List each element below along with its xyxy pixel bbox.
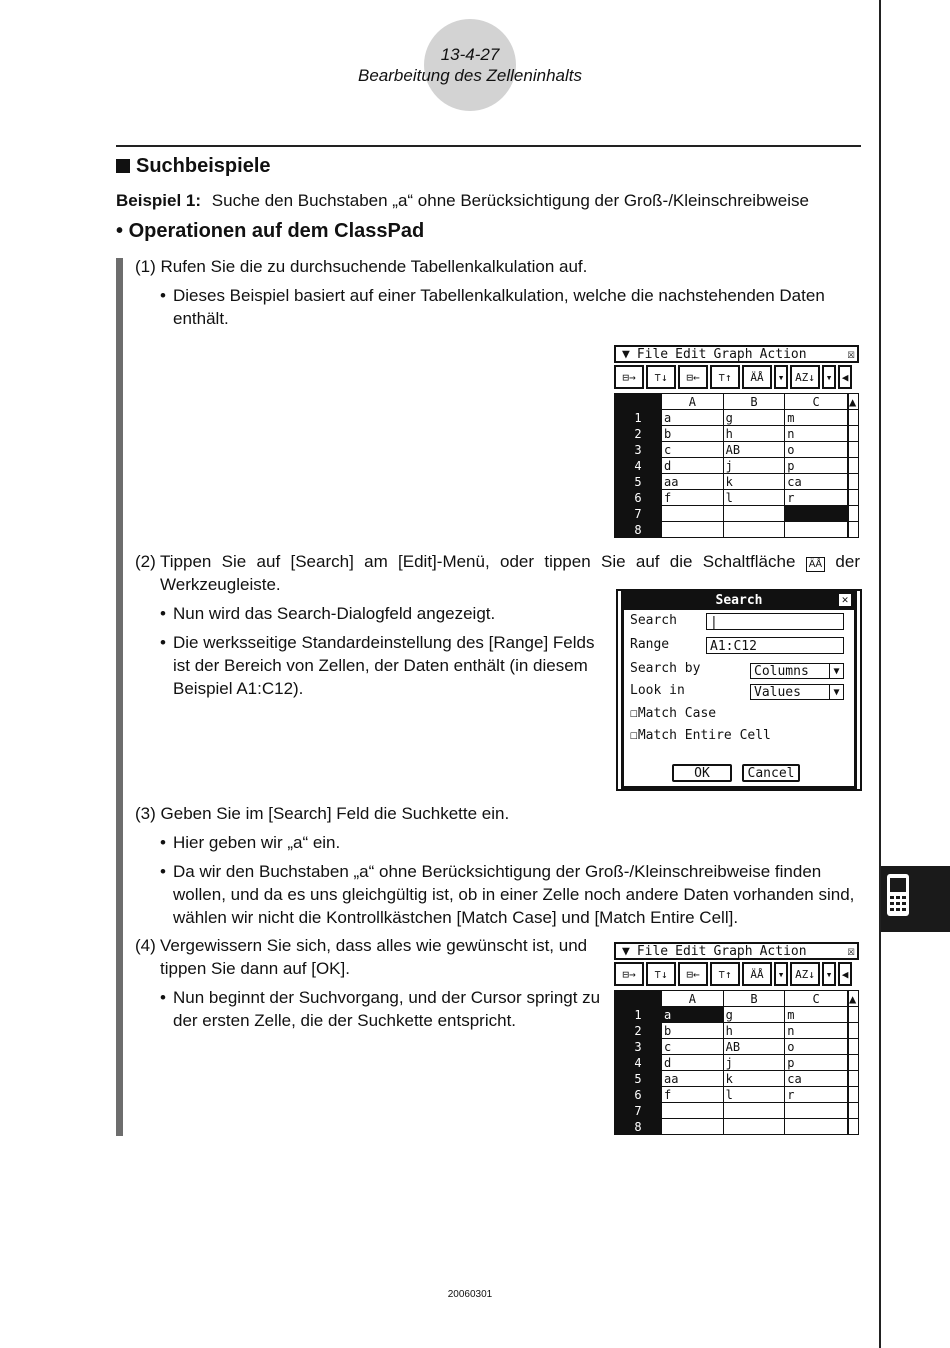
table-row: 7 — [615, 1103, 859, 1119]
searchby-select[interactable]: Columns ▼ — [750, 663, 844, 679]
menu-icon[interactable]: ▼ — [622, 943, 630, 959]
table-row: 8 — [615, 522, 859, 538]
toolbar-button[interactable]: ⊟→ — [614, 365, 644, 389]
procedure-bar — [116, 258, 123, 1136]
page-title: Bearbeitung des Zelleninhalts — [358, 66, 582, 85]
search-binoculars-icon[interactable]: ÄÅ — [742, 365, 772, 389]
step-4-bullet: • Nun beginnt der Suchvorgang, und der Cursor springt zu der ersten Zelle, die der Suchkette entspricht. — [160, 988, 601, 1030]
toolbar-button[interactable]: ⊤↑ — [710, 962, 740, 986]
toolbar-button[interactable]: ⊤↓ — [646, 962, 676, 986]
toolbar-button[interactable]: ⊤↓ — [646, 365, 676, 389]
menu-bar — [614, 345, 859, 363]
sort-icon[interactable]: AZ↓ — [790, 962, 820, 986]
scroll-left-icon[interactable]: ◀ — [838, 365, 852, 389]
close-icon[interactable]: ☒ — [847, 943, 855, 959]
step-4: (4) Vergewissern Sie sich, dass alles wie gewünscht ist, und tippen Sie dann auf [OK]. — [135, 936, 588, 978]
lookin-select[interactable]: Values ▼ — [750, 684, 844, 700]
scroll-left-icon[interactable]: ◀ — [838, 962, 852, 986]
chevron-down-icon: ▼ — [829, 685, 843, 699]
table-row: 3 c AB o — [615, 1039, 859, 1055]
step-2: (2) Tippen Sie auf [Search] am [Edit]-Menü, oder tippen Sie auf die Schaltfläche ÄÅ der Werkzeugleiste. — [135, 552, 860, 594]
step-3: (3) Geben Sie im [Search] Feld die Suchkette ein. — [135, 804, 510, 823]
table-row: 6 f l r — [615, 1087, 859, 1103]
menu-file[interactable]: File — [636, 943, 669, 959]
close-icon[interactable]: ✕ — [839, 594, 851, 606]
step-1-bullet: • Dieses Beispiel basiert auf einer Tabellenkalkulation, welche die nachstehenden Daten enthält. — [160, 286, 825, 328]
classpad-screen-3 — [614, 942, 859, 1135]
scroll-up-icon[interactable]: ▲ — [848, 991, 859, 1007]
step-3-bullet-1: • Hier geben wir „a“ ein. — [160, 833, 341, 852]
menu-graph[interactable]: Graph — [713, 943, 753, 959]
match-entire-checkbox[interactable]: ☐Match Entire Cell — [630, 728, 771, 743]
table-row: 5 aa k ca — [615, 474, 859, 490]
match-case-checkbox[interactable]: ☐Match Case — [630, 706, 717, 721]
right-margin-rule — [879, 0, 881, 1348]
table-row: 3 c AB o — [615, 442, 859, 458]
spreadsheet: A B C ▲ 1 a g m 2 b h n 3 c AB o 4 d j p 5 aa k ca 6 f l r 7 8 — [614, 393, 859, 538]
example-label: Beispiel 1: — [116, 191, 202, 210]
menu-edit[interactable]: Edit — [675, 943, 707, 959]
menu-action[interactable]: Action — [759, 943, 807, 959]
chevron-down-icon[interactable]: ▾ — [774, 365, 788, 389]
menu-edit[interactable]: Edit — [675, 346, 707, 362]
table-row: 2 b h n — [615, 426, 859, 442]
menu-bar — [614, 942, 859, 960]
step-2-bullet-1: • Nun wird das Search-Dialogfeld angezeigt. — [160, 604, 496, 623]
scroll-up-icon[interactable]: ▲ — [848, 394, 859, 410]
chevron-down-icon[interactable]: ▾ — [774, 962, 788, 986]
search-dialog: Search ✕ Search | Range A1:C12 Search by Columns ▼ Look in Values ▼ ☐Match Case ☐Match Entire Cell OK Cancel — [621, 589, 857, 789]
toolbar — [614, 962, 859, 988]
step-2-bullet-2: • Die werksseitige Standardeinstellung des [Range] Felds ist der Bereich von Zellen, der Daten enthält (in diesem Beispiel A1:C12). — [160, 633, 595, 698]
table-row: 2 b h n — [615, 1023, 859, 1039]
table-row: 4 d j p — [615, 1055, 859, 1071]
selected-cell[interactable] — [785, 506, 848, 522]
table-row: 7 — [615, 506, 859, 522]
toolbar-button[interactable]: ⊟← — [678, 962, 708, 986]
dialog-title: Search ✕ — [624, 592, 854, 610]
close-icon[interactable]: ☒ — [847, 346, 855, 362]
section-title: Suchbeispiele — [116, 155, 271, 178]
footer-code: 20060301 — [447, 1289, 493, 1300]
chevron-down-icon[interactable]: ▾ — [822, 962, 836, 986]
example-line — [116, 191, 809, 211]
operations-title: • Operationen auf dem ClassPad — [116, 220, 425, 242]
table-row: 5 aa k ca — [615, 1071, 859, 1087]
step-3-bullet-2: • Da wir den Buchstaben „a“ ohne Berücksichtigung der Groß-/Kleinschreibweise finden wollen, und da es uns gleichgültig ist, ob in einer Zelle noch andere Daten vorhanden sind, wählen wir nicht die Kontrollkästchen [Match Case] und [Match Entire Cell]. — [160, 862, 855, 927]
toolbar — [614, 365, 859, 391]
square-bullet-icon — [116, 159, 130, 173]
ok-button[interactable]: OK — [672, 764, 732, 782]
selected-cell[interactable]: a — [662, 1007, 724, 1023]
table-row: 4 d j p — [615, 458, 859, 474]
sort-icon[interactable]: AZ↓ — [790, 365, 820, 389]
table-row: 1 a g m — [615, 1007, 859, 1023]
search-binoculars-icon: ÄÅ — [806, 557, 825, 572]
example-text: Suche den Buchstaben „a“ ohne Berücksichtigung der Groß-/Kleinschreibweise — [211, 191, 809, 210]
classpad-screen-1 — [614, 345, 859, 538]
chevron-down-icon: ▼ — [829, 664, 843, 678]
spreadsheet: A B C ▲ 1 a g m 2 b h n 3 c AB o 4 d j p 5 aa k ca 6 f l r 7 8 — [614, 990, 859, 1135]
table-row: 8 — [615, 1119, 859, 1135]
table-row: 1 a g m — [615, 410, 859, 426]
chapter-tab — [881, 866, 950, 932]
section-rule — [116, 145, 861, 147]
toolbar-button[interactable]: ⊟← — [678, 365, 708, 389]
menu-file[interactable]: File — [636, 346, 669, 362]
table-row: 6 f l r — [615, 490, 859, 506]
menu-action[interactable]: Action — [759, 346, 807, 362]
toolbar-button[interactable]: ⊤↑ — [710, 365, 740, 389]
toolbar-button[interactable]: ⊟→ — [614, 962, 644, 986]
step-1: (1) Rufen Sie die zu durchsuchende Tabellenkalkulation auf. — [135, 257, 588, 276]
header-circle — [424, 19, 516, 111]
page-number: 13-4-27 — [440, 45, 500, 64]
calculator-icon — [881, 866, 950, 932]
menu-graph[interactable]: Graph — [713, 346, 753, 362]
search-binoculars-icon[interactable]: ÄÅ — [742, 962, 772, 986]
menu-icon[interactable]: ▼ — [622, 346, 630, 362]
cancel-button[interactable]: Cancel — [742, 764, 800, 782]
range-input[interactable]: A1:C12 — [706, 637, 844, 654]
search-input[interactable]: | — [706, 613, 844, 630]
chevron-down-icon[interactable]: ▾ — [822, 365, 836, 389]
